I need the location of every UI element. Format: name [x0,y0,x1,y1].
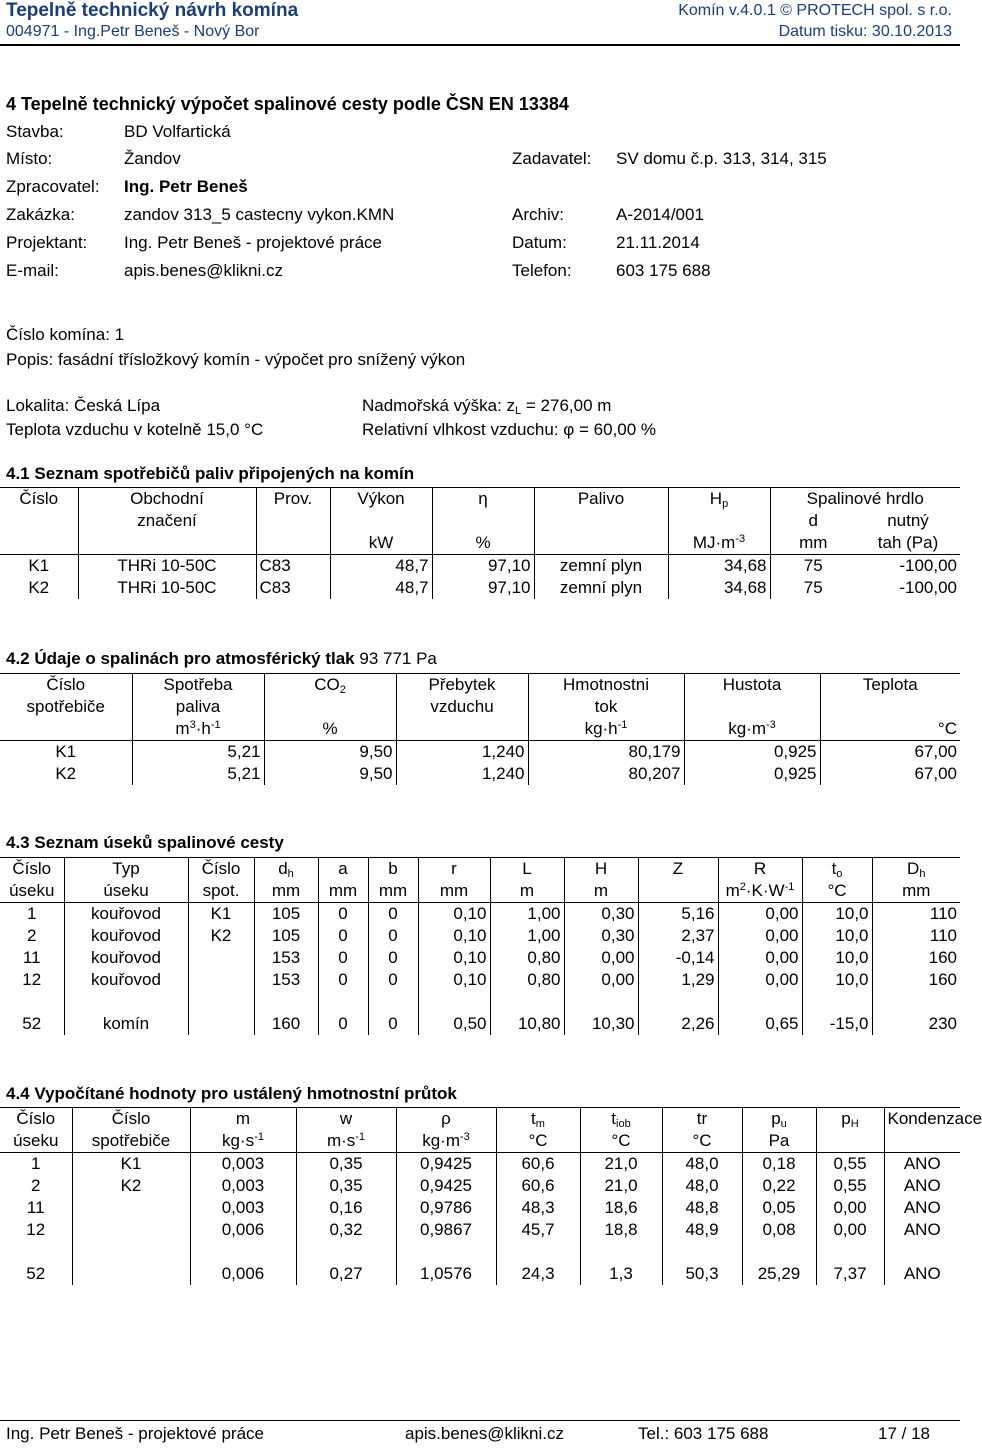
table-cell: 0,35 [296,1175,396,1197]
unit-hmot: $kg\cdot h^{-1}$ [528,718,684,741]
table-cell: 2,37 [638,925,718,947]
table-cell: 45,7 [496,1219,580,1241]
table-cell: tok [528,696,684,718]
table-cell: K1 [55,742,77,761]
table-cell: 230 [872,1013,960,1035]
flue-gas-table [0,673,960,785]
table-cell: 12 [22,970,42,989]
table-cell: 0,925 [684,741,820,764]
table-cell: 0,55 [816,1175,884,1197]
col-eta: η [432,488,534,511]
table-cell: 0,00 [564,969,638,991]
datum-label: Datum: [512,233,567,252]
table-cell: paliva [132,696,264,718]
table-cell: 110 [872,925,960,947]
table-row [0,1263,960,1285]
table-cell [188,947,254,969]
table-cell: 0,00 [816,1197,884,1219]
zakazka-value: zandov 313_5 castecny vykon.KMN [124,205,395,224]
table-cell: ANO [884,1175,960,1197]
table-cell: 1,3 [580,1263,662,1285]
table-cell: 0,22 [742,1175,816,1197]
table-cell: spot. [188,880,254,903]
table-cell: 0,10 [418,925,490,947]
license-owner: 004971 - Ing.Petr Beneš - Nový Bor [6,23,260,40]
table-cell: m [190,1108,296,1131]
table-cell: 0,80 [490,947,564,969]
software-version: Komín v.4.0.1 © PROTECH spol. s r.o. [678,2,952,19]
table-cell: ρ [396,1108,496,1131]
archiv-value: A-2014/001 [616,205,704,224]
zpracovatel-label: Zpracovatel: [6,177,100,196]
unit-tah: tah (Pa) [856,532,960,555]
table-cell: a [318,858,368,881]
table-cell: 0,18 [742,1153,816,1176]
table-cell: -100,00 [899,578,958,597]
chimney-number: Číslo komína: 1 [6,325,125,344]
table-cell: 0,80 [490,969,564,991]
table-cell: -0,14 [638,947,718,969]
table-row [0,741,960,764]
locality: Lokalita: Česká Lípa [6,396,161,415]
table-cell: 1 [31,1154,41,1173]
table-cell: r [418,858,490,881]
computed-values-table: Číslo Číslo m w ρ $t_m$ $t_{iob}$ tr $p_u$ $p_H$ Kondenzace úseku spotřebiče $kg\cdot s^{-1}$ $m\cdot s^{-1}$ $kg\cdot m^{-3}$ °C °C °C Pa 1 K1 0,003 0,35 0,9425 60,6 21,0 48,0 0,18 0,55 ANO 2 K2 0,003 0,35 0,9425 60,6 21,0 48,0 0,22 0,55 ANO 11 0,003 0,16 0,9786 48,3 18,6 48,8 0,05 0,00 ANO 12 0,006 0,32 0,9867 45,7 18,8 48,9 0,08 0,00 ANO 52 0,006 0,27 1,0576 24,3 1,3 50,3 25,29 7,37 ANO [0,1107,960,1285]
table-cell: ANO [884,1219,960,1241]
col-cislo: Číslo [0,488,78,511]
footer-divider [0,1420,960,1421]
table-cell: K1 [28,556,50,575]
table-row [0,1175,960,1197]
table-row [0,947,960,969]
table-cell: 160 [872,969,960,991]
table-cell: 11 [22,948,41,967]
table-cell: 24,3 [496,1263,580,1285]
table-cell: 10,0 [802,903,872,926]
table-cell: 60,6 [496,1175,580,1197]
table-cell: R [718,858,802,881]
table-cell: mm [318,880,368,903]
table-cell: K1 [188,903,254,926]
table-cell: 5,16 [638,903,718,926]
table-cell: 0,10 [418,903,490,926]
telefon-value: 603 175 688 [616,261,711,280]
projektant-label: Projektant: [6,233,88,252]
table-cell: 0,27 [296,1263,396,1285]
table-cell: % [264,718,396,741]
table-cell: 0,65 [718,1013,802,1035]
table-cell: 0,10 [418,947,490,969]
table-cell: 0 [368,969,418,991]
boiler-room-temperature: Teplota vzduchu v kotelně 15,0 °C [6,420,264,439]
col-prebytek: Přebytek [396,674,528,697]
table-cell: 21,0 [580,1153,662,1176]
table-cell: 0,003 [190,1197,296,1219]
table-cell: mm [254,880,318,903]
table-cell: H [564,858,638,881]
table-cell: 105 [254,925,318,947]
table-cell: 0,30 [564,903,638,926]
table-cell: Kondenzace [884,1108,960,1131]
table-cell: K2 [28,578,50,597]
table-cell: 1,240 [396,763,528,785]
table-cell: 18,6 [580,1197,662,1219]
table-row [0,577,960,599]
table-cell [72,1263,190,1285]
altitude: Nadmořská výška: $z_L = 276,00$ m [362,396,612,417]
table-cell: vzduchu [396,696,528,718]
table-cell: 105 [254,903,318,926]
table-cell: m [490,880,564,903]
table-cell: °C [580,1130,662,1153]
table-cell: °C [820,718,960,741]
table-cell: 48,7 [330,577,432,599]
header-divider [0,44,960,46]
table-cell: 52 [22,1014,42,1033]
table-cell: 48,0 [662,1175,742,1197]
table-cell: 25,29 [742,1263,816,1285]
table-cell: úseku [0,1130,72,1153]
table-cell: kouřovod [64,925,188,947]
table-row [0,1219,960,1241]
table-cell: 0 [318,947,368,969]
col-hp: $H_p$ [668,488,770,511]
table-cell: 97,10 [432,577,534,599]
unit-mm: mm [770,532,856,555]
table-cell: 110 [872,903,960,926]
table-cell: 0,05 [742,1197,816,1219]
table-cell: 12 [26,1220,46,1239]
misto-label: Místo: [6,149,53,168]
table-cell: 48,3 [496,1197,580,1219]
table-cell: 10,80 [490,1013,564,1035]
table-cell: -100,00 [899,556,958,575]
table-cell: ANO [884,1153,960,1176]
unit-kw: kW [330,532,432,555]
table-cell: Číslo [0,1108,72,1131]
table-cell: 0,00 [816,1219,884,1241]
table-cell: Z [638,858,718,881]
table-cell: 75 [770,577,856,599]
table-cell: 0,16 [296,1197,396,1219]
col-znaceni: značení [78,510,256,532]
table-cell: b [368,858,418,881]
table-cell: 0 [368,903,418,926]
table-cell: úseku [64,880,188,903]
table-cell: 0,006 [190,1263,296,1285]
table-cell: 0 [368,947,418,969]
email-value: apis.benes@klikni.cz [124,261,283,280]
stavba-label: Stavba: [6,122,64,141]
table-cell: zemní plyn [534,577,668,599]
table-cell: spotřebiče [26,697,105,716]
col-spotreba: Spotřeba [132,674,264,697]
table-cell: 0 [318,925,368,947]
table-cell: 1,240 [396,741,528,764]
table-cell: 9,50 [264,763,396,785]
table-4-2-title: 4.2 Údaje o spalinách pro atmosférický tlak 93 771 Pa [6,649,437,668]
table-row [0,903,960,926]
table-row [0,1197,960,1219]
table-cell: 2 [27,926,37,945]
table-cell: mm [872,880,960,903]
zadavatel-value: SV domu č.p. 313, 314, 315 [616,149,827,168]
col-spalinove-hrdlo: Spalinové hrdlo [770,488,960,511]
table-cell: 160 [254,1013,318,1035]
chimney-description: Popis: fasádní třísložkový komín - výpočet pro snížený výkon [6,350,466,369]
col-hmotnostni: Hmotnostni [528,674,684,697]
table-cell [638,880,718,903]
table-cell: 97,10 [432,555,534,578]
table-cell: 9,50 [264,741,396,764]
zakazka-label: Zakázka: [6,205,75,224]
table-cell: ANO [884,1263,960,1285]
misto-value: Žandov [124,149,181,168]
table-cell: 2,26 [638,1013,718,1035]
table-cell: 10,30 [564,1013,638,1035]
table-cell: 0,08 [742,1219,816,1241]
page-number: 17 / 18 [878,1424,930,1443]
table-cell: K2 [188,925,254,947]
table-cell: 0 [368,925,418,947]
table-cell: C83 [256,555,330,578]
table-cell: 67,00 [820,741,960,764]
table-cell: 160 [872,947,960,969]
table-cell: Číslo [0,858,64,881]
table-cell: 0 [318,969,368,991]
table-cell: 10,0 [802,925,872,947]
table-cell: °C [496,1130,580,1153]
table-cell: K2 [72,1175,190,1197]
table-cell: 0,9786 [396,1197,496,1219]
table-cell: -15,0 [802,1013,872,1035]
table-cell: ANO [884,1197,960,1219]
segments-table: Číslo Typ Číslo $d_h$ a b r L H Z R $t_o$ $D_h$ úseku úseku spot. mm mm mm mm m m $m^2\cdot K\cdot W^{-1}$ °C mm 1 kouřovod K1 105 0 0 0,10 1,00 0,30 5,16 0,00 10,0 110 2 kouřovod K2 105 0 0 0,10 1,00 0,30 2,37 0,00 10,0 110 11 kouřovod 153 0 0 0,10 0,80 0,00 -0,14 0,00 10,0 160 12 kouřovod 153 0 0 0,10 0,80 0,00 1,29 0,00 10,0 160 52 komín 160 0 0 0,50 10,80 10,30 2,26 0,65 -15,0 230 [0,857,960,1035]
table-cell: °C [802,880,872,903]
table-cell: 0 [318,903,368,926]
document-title: Tepelně technický návrh komína [6,0,299,21]
table-cell: 48,8 [662,1197,742,1219]
table-cell: 0,925 [684,763,820,785]
table-cell: 48,7 [330,555,432,578]
stavba-value: BD Volfartická [124,122,231,141]
col-d: d [770,510,856,532]
table-cell: mm [418,880,490,903]
unit-hust: $kg\cdot m^{-3}$ [684,718,820,741]
table-cell: 48,9 [662,1219,742,1241]
footer-company: Ing. Petr Beneš - projektové práce [6,1424,264,1443]
table-cell: tr [662,1108,742,1131]
table-cell [72,1219,190,1241]
table-cell: spotřebiče [72,1130,190,1153]
table-row [0,555,960,578]
table-row [0,925,960,947]
table-cell: 0,9425 [396,1153,496,1176]
table-cell: 0,55 [816,1153,884,1176]
table-cell: L [490,858,564,881]
table-cell: 67,00 [820,763,960,785]
table-cell: kouřovod [64,903,188,926]
table-cell: 1,0576 [396,1263,496,1285]
col-obchodni: Obchodní [78,488,256,511]
table-cell: 153 [254,969,318,991]
table-cell: 7,37 [816,1263,884,1285]
zpracovatel-value: Ing. Petr Beneš [124,177,248,196]
table-cell: 0,32 [296,1219,396,1241]
table-cell: 0,10 [418,969,490,991]
table-cell: 0 [318,1013,368,1035]
table-cell [188,1013,254,1035]
table-cell: 0,9867 [396,1219,496,1241]
table-cell: 10,0 [802,947,872,969]
table-cell [72,1197,190,1219]
table-cell: mm [368,880,418,903]
telefon-label: Telefon: [512,261,572,280]
table-cell: m [564,880,638,903]
table-cell: THRi 10-50C [78,577,256,599]
table-cell: °C [662,1130,742,1153]
unit-spotreba: $m^3\cdot h^{-1}$ [132,718,264,741]
table-cell: 1,00 [490,925,564,947]
table-cell: 18,8 [580,1219,662,1241]
table-4-4-title: 4.4 Vypočítané hodnoty pro ustálený hmotnostní průtok [6,1084,457,1103]
unit-pct: % [432,532,534,555]
table-row [0,1153,960,1176]
table-cell: 0,50 [418,1013,490,1035]
table-cell: úseku [0,880,64,903]
relative-humidity: Relativní vlhkost vzduchu: φ = 60,00 % [362,420,657,439]
table-cell: 34,68 [668,577,770,599]
table-cell: 48,0 [662,1153,742,1176]
table-cell: 2 [31,1176,41,1195]
table-cell: kouřovod [64,947,188,969]
table-cell: 10,0 [802,969,872,991]
table-cell: Pa [742,1130,816,1153]
datum-value: 21.11.2014 [616,233,700,252]
table-cell: kouřovod [64,969,188,991]
table-cell: 80,207 [528,763,684,785]
archiv-label: Archiv: [512,205,564,224]
table-cell: w [296,1108,396,1131]
table-cell: THRi 10-50C [78,555,256,578]
table-cell: 0,00 [564,947,638,969]
table-cell: 1,00 [490,903,564,926]
table-cell: 80,179 [528,741,684,764]
table-cell: 0,35 [296,1153,396,1176]
print-date: Datum tisku: 30.10.2013 [778,23,952,40]
table-cell: 1 [27,904,37,923]
table-cell: 0,00 [718,969,802,991]
table-cell: 153 [254,947,318,969]
projektant-value: Ing. Petr Beneš - projektové práce [124,233,382,252]
unit-r: $m^2\cdot K\cdot W^{-1}$ [718,880,802,903]
col-cislo: Číslo [0,674,132,697]
footer-phone: Tel.: 603 175 688 [638,1424,769,1443]
table-cell: 5,21 [132,741,264,764]
table-cell: C83 [256,577,330,599]
table-cell: K2 [55,764,77,783]
table-cell: 0,00 [718,925,802,947]
section-4-title: 4 Tepelně technický výpočet spalinové cesty podle ČSN EN 13384 [6,94,569,114]
table-row [0,763,960,785]
table-row [0,969,960,991]
table-4-1-title: 4.1 Seznam spotřebičů paliv připojených na komín [6,464,415,483]
table-cell [188,969,254,991]
table-cell: K1 [72,1153,190,1176]
col-co2: $CO_2$ [264,674,396,697]
col-nutny: nutný [887,511,929,530]
col-teplota: Teplota [820,674,960,697]
table-cell: Číslo [72,1108,190,1131]
table-cell: komín [64,1013,188,1035]
table-row [0,1013,960,1035]
unit-mj: $MJ\cdot m^{-3}$ [668,532,770,555]
table-cell: 60,6 [496,1153,580,1176]
table-cell: 5,21 [132,763,264,785]
zadavatel-label: Zadavatel: [512,149,592,168]
table-4-3-title: 4.3 Seznam úseků spalinové cesty [6,833,284,852]
table-cell: 34,68 [668,555,770,578]
table-cell: 0,00 [718,903,802,926]
table-cell: 0,003 [190,1175,296,1197]
table-cell: zemní plyn [534,555,668,578]
table-cell: 0,003 [190,1153,296,1176]
table-cell: 52 [26,1264,46,1283]
appliances-table [0,487,960,599]
table-cell: Typ [64,858,188,881]
table-cell: 0 [368,1013,418,1035]
table-cell: 0,006 [190,1219,296,1241]
col-hustota: Hustota [684,674,820,697]
footer-email: apis.benes@klikni.cz [405,1424,564,1443]
email-label: E-mail: [6,261,59,280]
table-cell: 21,0 [580,1175,662,1197]
table-cell: 11 [26,1198,45,1217]
table-cell: Číslo [188,858,254,881]
table-cell: 50,3 [662,1263,742,1285]
table-cell: 75 [770,555,856,578]
table-cell: 0,00 [718,947,802,969]
table-cell: 0,9425 [396,1175,496,1197]
col-vykon: Výkon [330,488,432,511]
table-cell: 0,30 [564,925,638,947]
col-palivo: Palivo [534,488,668,511]
col-prov: Prov. [256,488,330,511]
table-cell: 1,29 [638,969,718,991]
